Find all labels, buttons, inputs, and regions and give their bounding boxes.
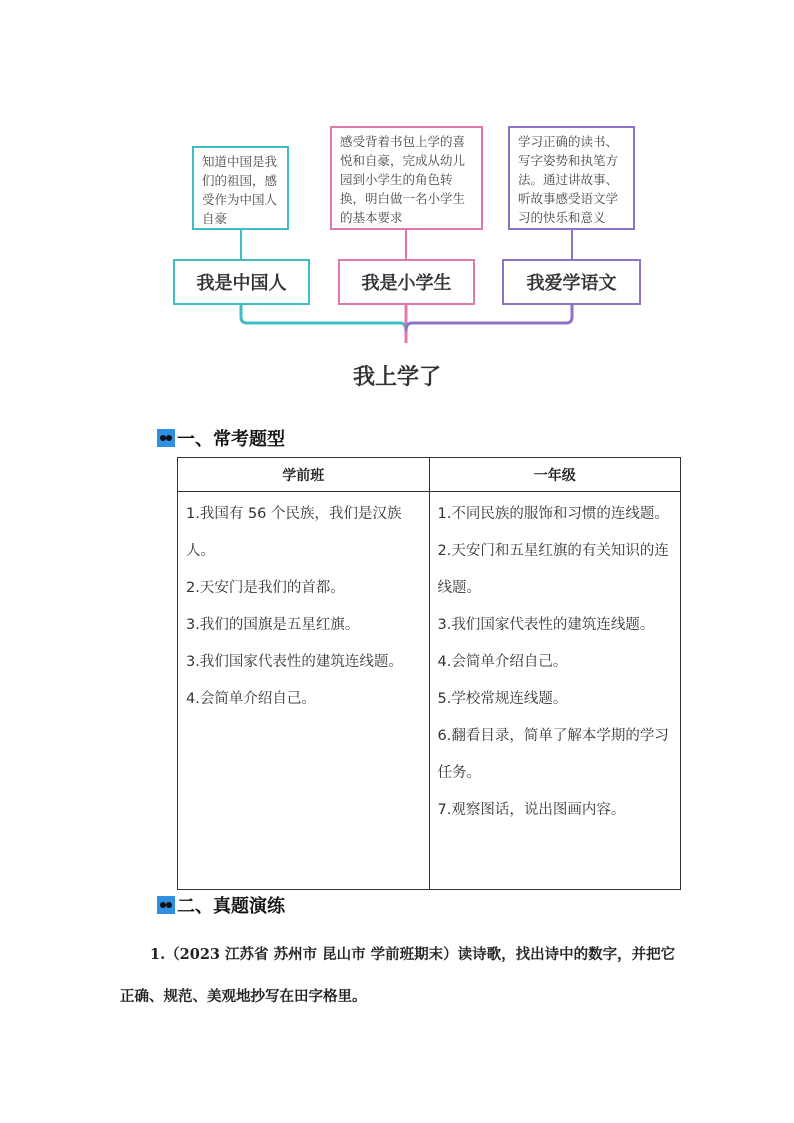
question-type-table (177, 457, 681, 890)
topic-box-student: 我是小学生 (338, 259, 475, 305)
eye-icon (157, 896, 175, 914)
list-item: 1.我国有 56 个民族，我们是汉族人。 (186, 506, 402, 559)
topic-box-china: 我是中国人 (173, 259, 310, 305)
list-item: 2.天安门和五星红旗的有关知识的连线题。 (437, 543, 669, 596)
eye-icon (157, 429, 175, 447)
list-item: 3.我们国家代表性的建筑连线题。 (186, 654, 403, 670)
table-header: 学前班 (178, 458, 430, 492)
section-heading (157, 892, 285, 918)
list-item: 5.学校常规连线题。 (437, 691, 568, 707)
list-item: 3.我们的国旗是五星红旗。 (186, 617, 360, 633)
bracket-connector (0, 303, 794, 353)
table-cell-preschool (178, 492, 430, 890)
page-title: 我上学了 (352, 365, 441, 390)
list-item: 6.翻看目录，简单了解本学期的学习任务。 (437, 728, 669, 781)
list-item: 4.会简单介绍自己。 (437, 654, 568, 670)
goal-box-china: 知道中国是我们的祖国，感受作为中国人自豪 (192, 146, 289, 230)
list-item: 7.观察图话，说出图画内容。 (437, 802, 626, 818)
list-item: 2.天安门是我们的首都。 (186, 580, 345, 596)
question-text: 1.（2023 江苏省 苏州市 昆山市 学前班期末）读诗歌，找出诗中的数字，并把它正确、规范、美观地抄写在田字格里。 (120, 946, 676, 1005)
table-cell-grade1 (429, 492, 681, 890)
section-title: 一、常考题型 (177, 429, 285, 450)
section-heading (157, 425, 285, 451)
goal-box-chinese: 学习正确的读书、写字姿势和执笔方法。通过讲故事、听故事感受语文学习的快乐和意义 (508, 126, 635, 230)
list-item: 1.不同民族的服饰和习惯的连线题。 (437, 506, 669, 522)
connector-line (405, 230, 407, 260)
section-title: 二、真题演练 (177, 896, 285, 917)
goal-box-student: 感受背着书包上学的喜悦和自豪，完成从幼儿园到小学生的角色转换，明白做一名小学生的基本要求 (330, 126, 483, 230)
connector-line (571, 230, 573, 260)
topic-box-chinese: 我爱学语文 (502, 259, 641, 305)
connector-line (240, 230, 242, 260)
table-header: 一年级 (429, 458, 681, 492)
list-item: 4.会简单介绍自己。 (186, 691, 316, 707)
list-item: 3.我们国家代表性的建筑连线题。 (437, 617, 655, 633)
